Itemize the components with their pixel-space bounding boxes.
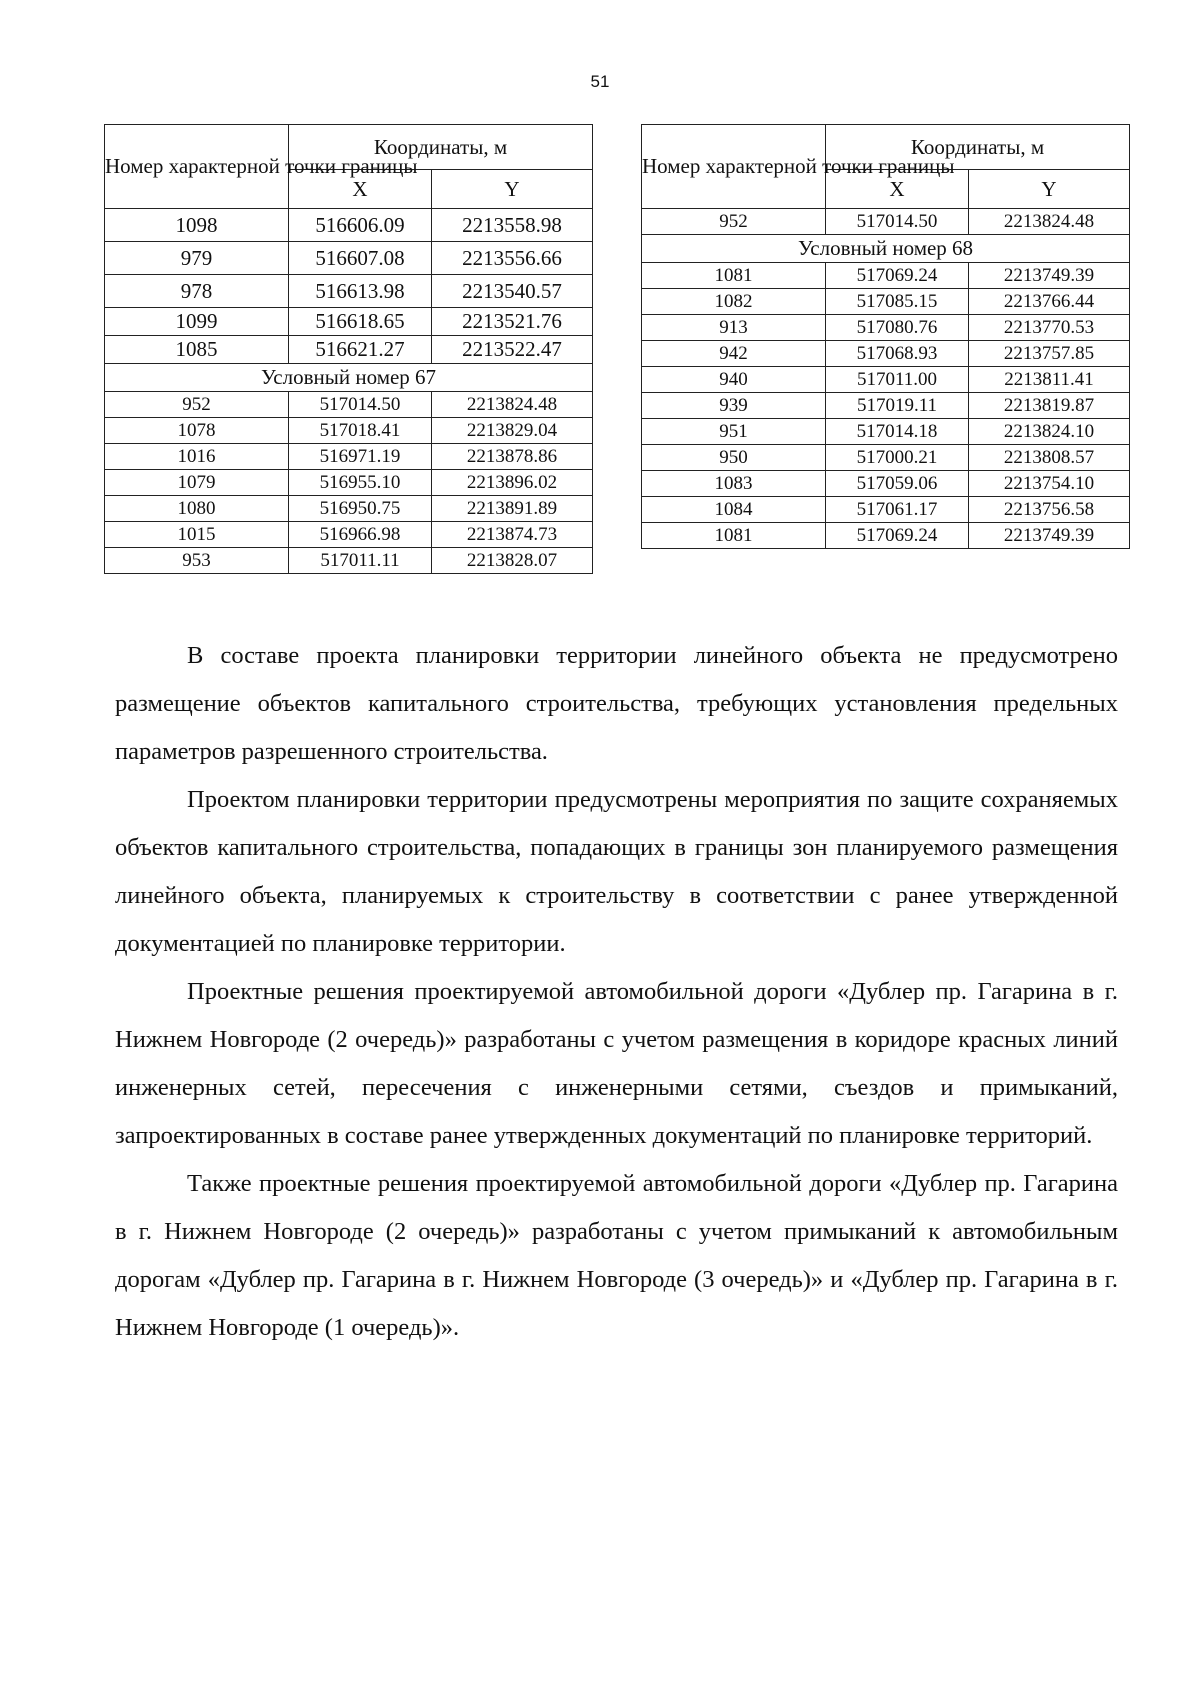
point-number-cell: 1085 [105,336,289,364]
x-coordinate-cell: 516607.08 [289,242,432,275]
table-row [642,209,1130,235]
x-coordinate-cell: 517011.11 [289,548,432,574]
point-number-cell: 951 [642,419,826,445]
table-row [642,315,1130,341]
y-coordinate-cell: 2213558.98 [432,209,593,242]
point-number-cell: 952 [105,392,289,418]
y-coordinate-cell: 2213811.41 [969,367,1130,393]
table-row [642,367,1130,393]
right-table-body [642,209,1130,549]
x-coordinate-cell: 517085.15 [826,289,969,315]
point-number-cell: 939 [642,393,826,419]
header-coordinates: Координаты, м [826,125,1130,170]
table-row [105,275,593,308]
table-row [642,471,1130,497]
x-coordinate-cell: 516606.09 [289,209,432,242]
y-coordinate-cell: 2213757.85 [969,341,1130,367]
y-coordinate-cell: 2213824.48 [432,392,593,418]
table-row [642,289,1130,315]
x-coordinate-cell: 517014.50 [826,209,969,235]
y-coordinate-cell: 2213824.48 [969,209,1130,235]
table-row [642,393,1130,419]
point-number-cell: 942 [642,341,826,367]
table-row [105,522,593,548]
y-coordinate-cell: 2213808.57 [969,445,1130,471]
paragraph: Также проектные решения проектируемой автомобильной дороги «Дублер пр. Гагарина в г. Нижнем Новгороде (2 очередь)» разработаны с учетом примыканий к автомобильным дорогам «Дублер пр. Гагарина в г. Нижнем Новгороде (3 очередь)» и «Дублер пр. Гагарина в г. Нижнем Новгороде (1 очередь)». [115,1170,1118,1341]
y-coordinate-cell: 2213749.39 [969,523,1130,549]
paragraph: Проектом планировки территории предусмотрены мероприятия по защите сохраняемых объектов капитального строительства, попадающих в границы зон планируемого размещения линейного объекта, планируемых к строительству в соответствии с ранее утвержденной документацией по планировке территории. [115,786,1118,957]
x-coordinate-cell: 517059.06 [826,471,969,497]
y-coordinate-cell: 2213754.10 [969,471,1130,497]
table-row [642,263,1130,289]
point-number-cell: 1082 [642,289,826,315]
point-number-cell: 952 [642,209,826,235]
x-coordinate-cell: 516950.75 [289,496,432,522]
header-x: X [289,170,432,209]
page-number: 51 [590,72,610,91]
table-row [105,496,593,522]
header-y: Y [432,170,593,209]
point-number-cell: 1098 [105,209,289,242]
y-coordinate-cell: 2213749.39 [969,263,1130,289]
table-row [642,445,1130,471]
x-coordinate-cell: 517069.24 [826,263,969,289]
point-number-cell: 1078 [105,418,289,444]
section-title: Условный номер 67 [105,364,593,392]
y-coordinate-cell: 2213819.87 [969,393,1130,419]
point-number-cell: 1080 [105,496,289,522]
y-coordinate-cell: 2213824.10 [969,419,1130,445]
y-coordinate-cell: 2213521.76 [432,308,593,336]
y-coordinate-cell: 2213874.73 [432,522,593,548]
point-number-cell: 953 [105,548,289,574]
y-coordinate-cell: 2213540.57 [432,275,593,308]
x-coordinate-cell: 516618.65 [289,308,432,336]
section-row [642,235,1130,263]
table-row [642,497,1130,523]
table-row [105,444,593,470]
x-coordinate-cell: 516971.19 [289,444,432,470]
table-row [105,548,593,574]
section-title: Условный номер 68 [642,235,1130,263]
x-coordinate-cell: 516613.98 [289,275,432,308]
table-row [642,523,1130,549]
y-coordinate-cell: 2213556.66 [432,242,593,275]
x-coordinate-cell: 517019.11 [826,393,969,419]
y-coordinate-cell: 2213756.58 [969,497,1130,523]
body-text [115,632,1118,1352]
y-coordinate-cell: 2213522.47 [432,336,593,364]
point-number-cell: 979 [105,242,289,275]
point-number-cell: 978 [105,275,289,308]
x-coordinate-cell: 517018.41 [289,418,432,444]
table-row [642,419,1130,445]
table-row [105,209,593,242]
header-x: X [826,170,969,209]
header-point-number: Номер характерной точки границы [105,125,289,209]
point-number-cell: 940 [642,367,826,393]
y-coordinate-cell: 2213828.07 [432,548,593,574]
y-coordinate-cell: 2213829.04 [432,418,593,444]
x-coordinate-cell: 517014.50 [289,392,432,418]
x-coordinate-cell: 516955.10 [289,470,432,496]
point-number-cell: 1016 [105,444,289,470]
header-y: Y [969,170,1130,209]
point-number-cell: 1015 [105,522,289,548]
section-row [105,364,593,392]
x-coordinate-cell: 517000.21 [826,445,969,471]
table-row [642,341,1130,367]
x-coordinate-cell: 517014.18 [826,419,969,445]
x-coordinate-cell: 517061.17 [826,497,969,523]
table-row [105,470,593,496]
y-coordinate-cell: 2213896.02 [432,470,593,496]
x-coordinate-cell: 517080.76 [826,315,969,341]
paragraph: В составе проекта планировки территории линейного объекта не предусмотрено размещение объектов капитального строительства, требующих установления предельных параметров разрешенного строительства. [115,642,1118,765]
y-coordinate-cell: 2213891.89 [432,496,593,522]
point-number-cell: 913 [642,315,826,341]
point-number-cell: 1079 [105,470,289,496]
table-row [105,418,593,444]
point-number-cell: 1083 [642,471,826,497]
x-coordinate-cell: 517011.00 [826,367,969,393]
table-row [105,336,593,364]
header-point-number: Номер характерной точки границы [642,125,826,209]
x-coordinate-cell: 517069.24 [826,523,969,549]
x-coordinate-cell: 516621.27 [289,336,432,364]
table-row [105,242,593,275]
point-number-cell: 950 [642,445,826,471]
y-coordinate-cell: 2213770.53 [969,315,1130,341]
coordinates-table-left [104,124,593,574]
y-coordinate-cell: 2213878.86 [432,444,593,470]
table-row [105,308,593,336]
x-coordinate-cell: 516966.98 [289,522,432,548]
paragraph: Проектные решения проектируемой автомобильной дороги «Дублер пр. Гагарина в г. Нижнем Новгороде (2 очередь)» разработаны с учетом размещения в коридоре красных линий инженерных сетей, пересечения с инженерными сетями, съездов и примыканий, запроектированных в составе ранее утвержденных документаций по планировке территорий. [115,978,1118,1149]
table-row [105,392,593,418]
coordinates-table-right [641,124,1130,549]
point-number-cell: 1081 [642,523,826,549]
point-number-cell: 1081 [642,263,826,289]
x-coordinate-cell: 517068.93 [826,341,969,367]
left-table-body [105,209,593,574]
point-number-cell: 1099 [105,308,289,336]
y-coordinate-cell: 2213766.44 [969,289,1130,315]
point-number-cell: 1084 [642,497,826,523]
header-coordinates: Координаты, м [289,125,593,170]
